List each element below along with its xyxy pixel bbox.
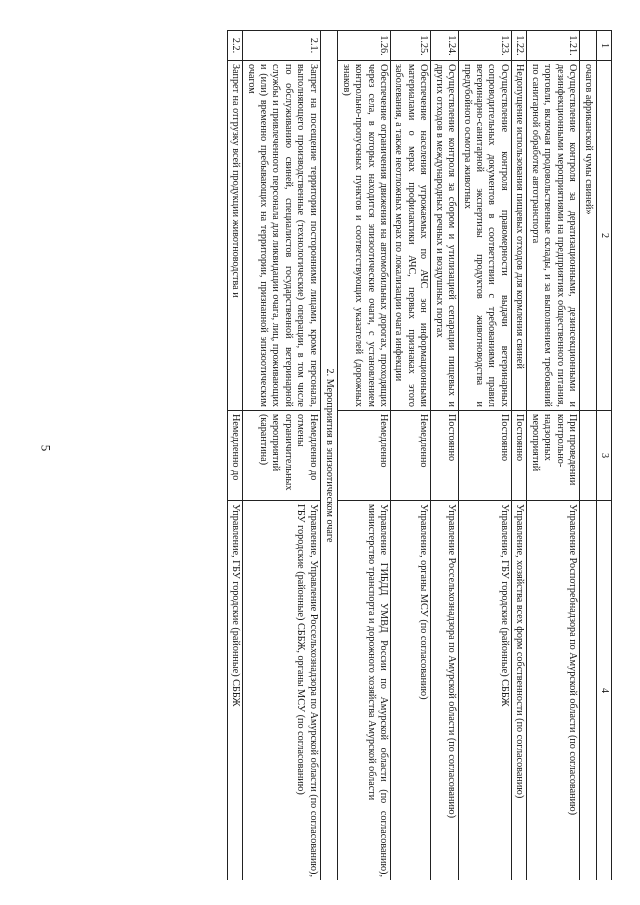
table-row [243,31,321,881]
header-col-4: 4 [596,501,611,881]
responsible-text: Управление Роспотребнадзора по Амурской области (по согласованию) [527,501,580,881]
section-heading: 2. Мероприятия в эпизоотическом очаге [320,31,337,881]
continuation-text: очагов африканской чумы свиней» [580,61,596,411]
row-number: 1.24. [431,31,459,61]
measure-text: Обеспечение ограничения движения на автомобильных дорогах, проходящих через села, в которых находится эпизоотические очаги, с установлением контрольно-пропускных пунктов и соответствующих указателей (дорожных знаков) [338,61,391,411]
row-number: 1.23. [459,31,512,61]
term-text: Постоянно [431,411,459,501]
term-text: Немедленно [338,411,391,501]
row-number: 2.1. [243,31,321,61]
header-col-1: 1 [596,31,611,61]
measure-text: Осуществление контроля за дератизационными, дезинсекционными и дезинфекционными мероприятиями на предприятиях общественного питания, торговли, включая продовольственные склады, и за выполнением требований по санитарной обработке автотранспорта [527,61,580,411]
measures-table [227,30,612,880]
measure-text: Недопущение использования пищевых отходов для кормления свиней [511,61,526,411]
table-row [459,31,512,881]
responsible-text: Управление Россельхознадзора по Амурской области (по согласованию) [431,501,459,881]
measure-text: Осуществление контроля правомерности выдачи ветеринарных сопроводительных документов в соответствии с требованиями правил ветеринарно-санитарной экспертизы продуктов животноводства и предубойного осмотра животных [459,61,512,411]
header-row [596,31,611,881]
responsible-text: Управление, ГБУ городские (районные) СББЖ [227,501,242,881]
rotated-page-content [107,30,612,880]
row-number: 1.26. [338,31,391,61]
term-text: Постоянно [459,411,512,501]
header-col-3: 3 [596,411,611,501]
responsible-text: Управление, Управление Россельхознадзора по Амурской области (по согласованию), ГБУ городские (районные) СББЖ, органы МСУ (по согласованию) [243,501,321,881]
term-text: Постоянно [511,411,526,501]
page-number: 5 [38,444,54,452]
table-row [227,31,242,881]
measure-text: Запрет на отгрузку всей продукции животноводства и [227,61,242,411]
responsible-text: Управление, ГБУ городские (районные) СББЖ [459,501,512,881]
term-text: При проведении контрольно-надзорных мероприятий [527,411,580,501]
measure-text: Запрет на посещение территории посторонними лицами, кроме персонала, выполняющего производственные (технологические) операции, в том числе по обслуживанию свиней, специалистов государственной ветеринарной службы и привлеченного персонала для ликвидации очага, лиц, проживающих и (или) временно пребывающих на территории, признанной эпизоотическим очагом [243,61,321,411]
term-text: Немедленно [391,411,431,501]
term-text: Немедленно до [227,411,242,501]
header-col-2: 2 [596,61,611,411]
table-row [511,31,526,881]
responsible-text: Управление, органы МСУ (по согласованию) [391,501,431,881]
landscape-table-wrapper [107,30,612,880]
responsible-text: Управление ГИБДД УМВД России по Амурской области (по согласованию), министерство транспорта и дорожного хозяйства Амурской области [338,501,391,881]
row-number: 1.22. [511,31,526,61]
row-number: 1.21. [527,31,580,61]
responsible-text: Управление, хозяйства всех форм собственности (по согласованию) [511,501,526,881]
table-row [338,31,391,881]
row-number: 1.25. [391,31,431,61]
row-number: 2.2. [227,31,242,61]
section-row [320,31,337,881]
table-row [391,31,431,881]
table-row [431,31,459,881]
table-row [527,31,580,881]
measure-text: Осуществление контроля за сбором и утилизацией сепарации пищевых и других отходов в международных речных и воздушных портах [431,61,459,411]
measure-text: Обеспечение населения угрожаемых по АЧС зон информационными материалами о мерах профилактики АЧС, первых признаках этого заболевания, а также неотложных мерах по локализации очага инфекции [391,61,431,411]
term-text: Немедленно до отмены ограничительных мероприятий (карантина) [243,411,321,501]
continuation-row [580,31,596,881]
